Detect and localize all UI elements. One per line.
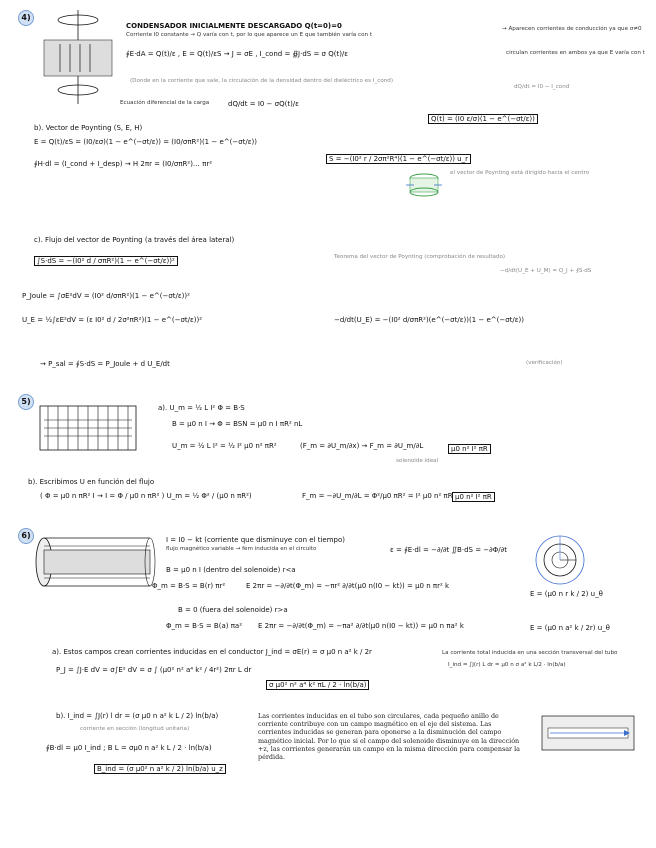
poynting-cylinder-diagram bbox=[404, 168, 444, 202]
s6-paragraph: Las corrientes inducidas en el tubo son circulares, cada pequeño anillo de corriente contribuye con un campo magnético en el eje del sistema. Las corrientes inducidas se generan para oponerse a la disminución del campo magnético inicial. Por lo que si el campo del solenoide disminuye en la dirección +z, las corrientes generarán un campo en la misma dirección para compensar la pérdida. bbox=[258, 712, 520, 762]
s4-intro-1: CONDENSADOR INICIALMENTE DESCARGADO Q(t=0)=0 bbox=[126, 22, 342, 30]
section-4-number: 4) bbox=[18, 10, 34, 26]
s4-c-note2: −d/dt(U_E + U_M) = Q_J + ∮S·dS bbox=[500, 268, 592, 274]
s4-pjoule: P_Joule = ∫σE²dV = (I0² d/σπR²)(1 − e^(−σt/ε))² bbox=[22, 292, 190, 300]
s4-ue-right: −d/dt(U_E) = −(I0² d/σπR²)(e^(−σt/ε))(1 − e^(−σt/ε)) bbox=[334, 316, 525, 324]
s4-c-title: c). Flujo del vector de Poynting (a través del área lateral) bbox=[34, 236, 235, 244]
s5-b-result: μ0 n² I² πR bbox=[452, 492, 495, 502]
s4-solution: Q(t) = (I0 ε/σ)(1 − e^(−σt/ε)) bbox=[428, 114, 538, 124]
s4-field-eq: ∮E·dA = Q(t)/ε , E = Q(t)/εS → J = σE , I_cond = ∯J·dS = σ Q(t)/ε bbox=[126, 50, 349, 58]
s4-diff-label: Ecuación diferencial de la carga bbox=[120, 100, 210, 106]
s6-a-right: La corriente total inducida en una sección transversal del tubo bbox=[442, 650, 618, 656]
s4-b-title: b). Vector de Poynting (S, E, H) bbox=[34, 124, 143, 132]
s4-b-S: S = −(I0² r / 2σπ²R⁴)(1 − e^(−σt/ε)) u_r bbox=[326, 154, 471, 164]
s6-E-a-res: E = (μ0 n a² k / 2r) u_θ bbox=[530, 624, 610, 632]
s6-phi-a: Φ_m = B·S = B(a) πa² bbox=[166, 622, 243, 630]
s6-B-zero: B = 0 (fuera del solenoide) r>a bbox=[178, 606, 288, 614]
s6-b-amp: ∮B·dl = μ0 I_ind ; B L = σμ0 n a² k L / 2 · ln(b/a) bbox=[46, 744, 212, 752]
s5-a-line2: B = μ0 n I → Φ = BSN = μ0 n I πR² nL bbox=[172, 420, 303, 428]
s4-b-amp: ∮H·dl = (I_cond + I_desp) → H 2πr = (I0/σπR²)… πr² bbox=[34, 160, 213, 168]
s6-b-line: b). I_ind = ∫J(r) l dr = (σ μ0 n a² k L / 2) ln(b/a) bbox=[56, 712, 219, 720]
s6-b-res: B_ind = (σ μ0² n a² k / 2) ln(b/a) u_z bbox=[94, 764, 226, 774]
s5-b-right: F_m = −∂U_m/∂L = Φ²/μ0 πR² = I² μ0 n² πR bbox=[302, 492, 453, 500]
s6-E-a: E 2πr = −∂/∂t(Φ_m) = −πa² ∂/∂t(μ0 n(I0 − kt)) = μ0 n πa² k bbox=[258, 622, 464, 630]
s4-final: → P_sal = ∮S·dS = P_Joule + d U_E/dt bbox=[40, 360, 170, 368]
section-6-number: 6) bbox=[18, 528, 34, 544]
s4-c-eq: ∫S·dS = −(I0² d / σπR²)(1 − e^(−σt/ε))² bbox=[34, 256, 178, 266]
s6-b-gray: corriente en sección (longitud unitaria) bbox=[80, 726, 190, 732]
coaxial-tube-diagram bbox=[32, 534, 156, 590]
s4-right-note: circulan corrientes en ambos ya que E varía con t bbox=[506, 50, 645, 56]
cross-section-diagram bbox=[530, 532, 590, 588]
s4-ue: U_E = ½∫εE²dV = (ε I0² d / 2σ²πR²)(1 − e^(−σt/ε))² bbox=[22, 316, 203, 324]
solenoid-diagram bbox=[34, 398, 142, 458]
s5-b-line2: ( Φ = μ0 n πR² I → I = Φ / μ0 n πR² ) U_m = ½ Φ² / (μ0 n πR²) bbox=[40, 492, 252, 500]
s6-pj: P_J = ∫J·E dV = σ∫E² dV = σ ∫ (μ0² n² a⁴ k² / 4r²) 2πr L dr bbox=[56, 666, 252, 674]
s6-B-inside: B = μ0 n I (dentro del solenoide) r<a bbox=[166, 566, 296, 574]
s4-final-gray: (verificación) bbox=[526, 360, 563, 366]
s4-diff-eq: dQ/dt = I0 − σQ(t)/ε bbox=[228, 100, 299, 108]
s5-b-line1: b). Escribimos U en función del flujo bbox=[28, 478, 155, 486]
s5-a-right: (F_m = ∂U_m/∂x) → F_m = ∂U_m/∂L bbox=[300, 442, 424, 450]
s6-pj-res: σ μ0² n² a⁴ k² πL / 2 · ln(b/a) bbox=[266, 680, 369, 690]
s4-intro-right: → Aparecen corrientes de conducción ya que σ≠0 bbox=[502, 26, 642, 32]
s5-a-gray: solenoide ideal bbox=[396, 458, 439, 464]
s5-a-line1: a). U_m = ½ L I² Φ = B·S bbox=[158, 404, 245, 412]
s4-intro-2: Corriente I0 constante → Q varía con t, por lo que aparece un E que también varía con t bbox=[126, 32, 373, 38]
s6-E-r: E 2πr = −∂/∂t(Φ_m) = −πr² ∂/∂t(μ0 n(I0 − kt)) = μ0 n πr² k bbox=[246, 582, 450, 590]
s6-intro2: flujo magnético variable → fem inducida en el circuito bbox=[166, 546, 317, 552]
s6-intro: I = I0 − kt (corriente que disminuye con el tiempo) bbox=[166, 536, 345, 544]
s4-b-note: el vector de Poynting está dirigido hacia el centro bbox=[450, 170, 590, 176]
section-5-number: 5) bbox=[18, 394, 34, 410]
s6-E-r-res: E = (μ0 n r k / 2) u_θ bbox=[530, 590, 603, 598]
s6-phi-r: Φ_m = B·S = B(r) πr² bbox=[152, 582, 226, 590]
s4-gray-note: (Donde en la corriente que sale, la circulación de la densidad dentro del dieléctrico es I_cond) bbox=[130, 78, 394, 84]
s5-a-line3: U_m = ½ L I² = ½ I² μ0 n² πR² bbox=[172, 442, 277, 450]
s4-c-note: Teorema del vector de Poynting (comprobación de resultado) bbox=[334, 254, 506, 260]
s6-i-tot: I_ind = ∫J(r) L dr = μ0 n σ a² k L/2 · ln(b/a) bbox=[448, 662, 566, 668]
capacitor-diagram bbox=[38, 8, 118, 108]
s6-emf: ε = ∮E·dl = −∂/∂t ∬B·dS = −∂Φ/∂t bbox=[390, 546, 508, 554]
s6-a-line: a). Estos campos crean corrientes inducidas en el conductor J_ind = σE(r) = σ μ0 n a² k / 2r bbox=[52, 648, 372, 656]
tube-induced-current-diagram bbox=[540, 712, 636, 754]
s4-b-E: E = Q(t)/εS = (I0/εσ)(1 − e^(−σt/ε)) = (I0/σπR²)(1 − e^(−σt/ε)) bbox=[34, 138, 257, 146]
s5-a-result: μ0 n² I² πR bbox=[448, 444, 491, 454]
s4-gray-right: dQ/dt = I0 − I_cond bbox=[514, 84, 570, 90]
